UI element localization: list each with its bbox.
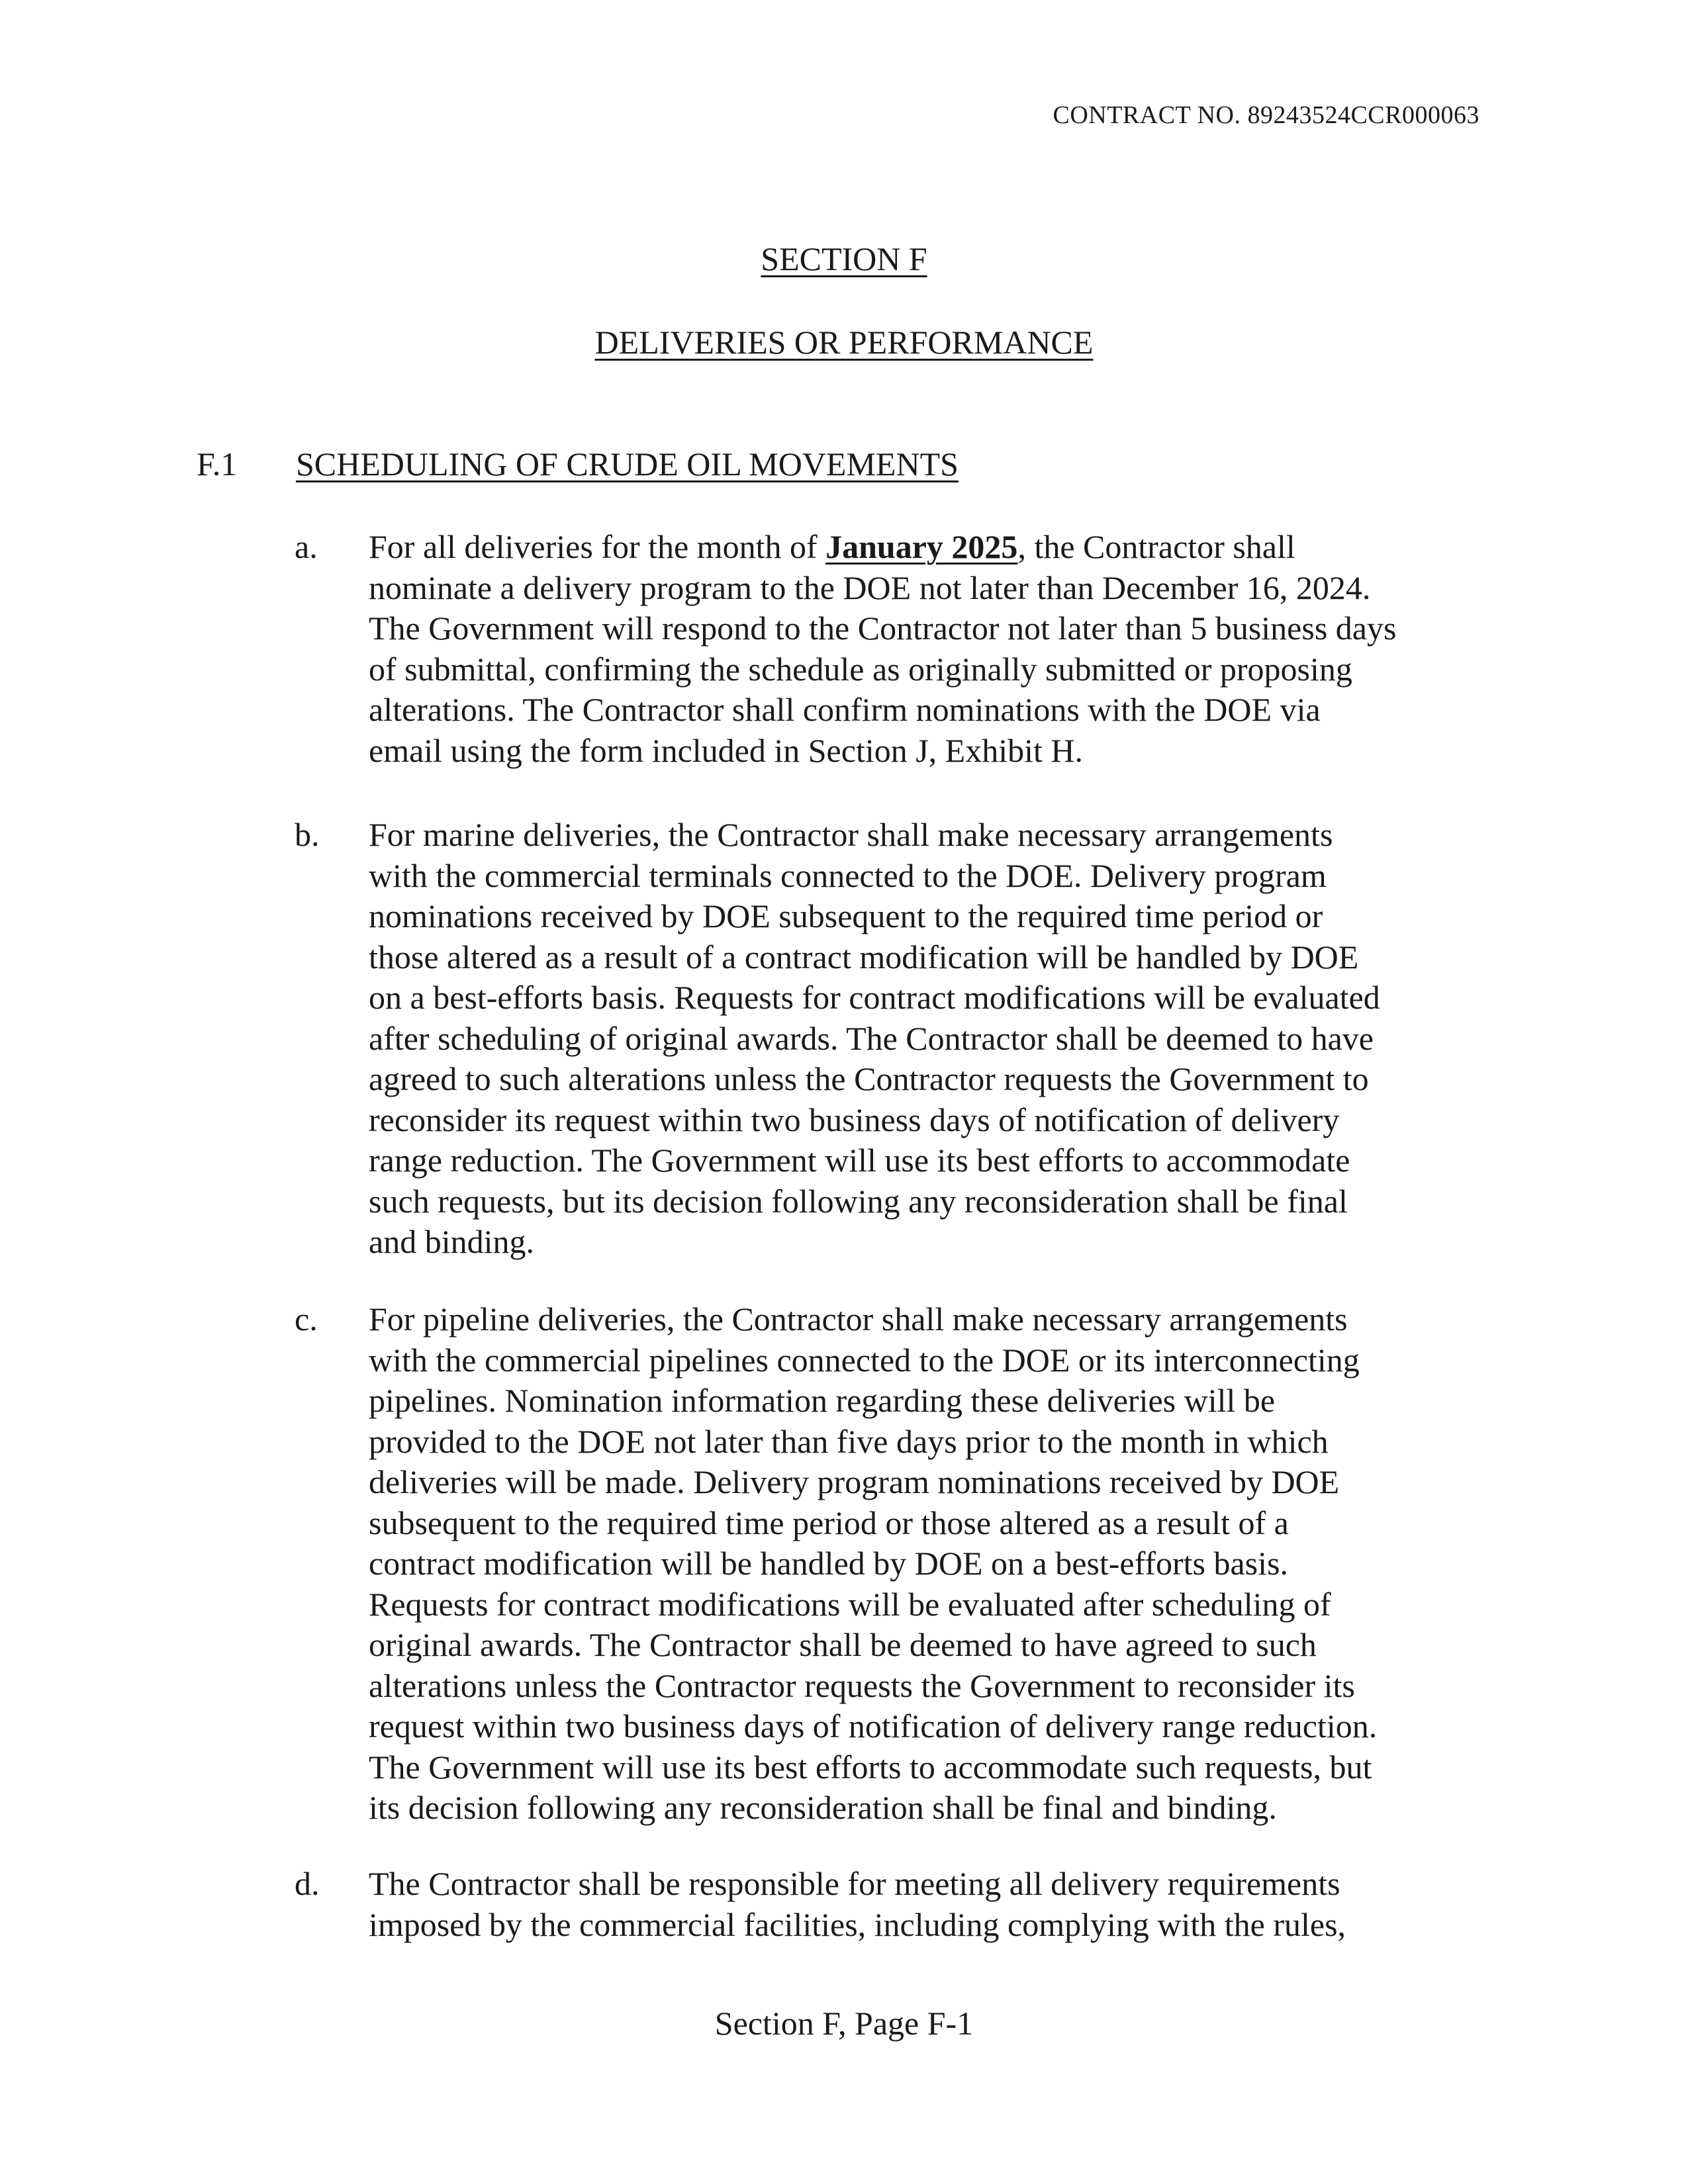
clause-title: SCHEDULING OF CRUDE OIL MOVEMENTS — [296, 445, 959, 482]
list-item-a — [295, 527, 1493, 771]
item-line-text: For all deliveries for the month of — [369, 528, 826, 565]
item-text — [369, 1299, 1493, 1829]
item-letter: c. — [295, 1300, 318, 1338]
item-line: of submittal, confirming the schedule as originally submitted or proposing — [369, 650, 1352, 688]
item-line: agreed to such alterations unless the Contractor requests the Government to — [369, 1060, 1369, 1097]
item-line: range reduction. The Government will use its best efforts to accommodate — [369, 1142, 1350, 1179]
item-line: The Contractor shall be responsible for meeting all delivery requirements — [369, 1865, 1340, 1902]
item-line: pipelines. Nomination information regarding these deliveries will be — [369, 1382, 1276, 1419]
item-line: provided to the DOE not later than five days prior to the month in which — [369, 1422, 1329, 1460]
item-text — [369, 527, 1493, 771]
item-line: imposed by the commercial facilities, including complying with the rules, — [369, 1905, 1346, 1943]
item-line: and binding. — [369, 1223, 534, 1260]
item-line: original awards. The Contractor shall be deemed to have agreed to such — [369, 1626, 1317, 1663]
item-letter: a. — [295, 528, 318, 565]
item-line: subsequent to the required time period or those altered as a result of a — [369, 1504, 1289, 1541]
item-text — [369, 815, 1493, 1263]
item-line: The Government will respond to the Contractor not later than 5 business days — [369, 610, 1397, 647]
contract-number: CONTRACT NO. 89243524CCR000063 — [1053, 101, 1479, 129]
item-text — [369, 1864, 1493, 1945]
item-line: with the commercial pipelines connected to the DOE or its interconnecting — [369, 1341, 1360, 1379]
item-line: its decision following any reconsideration shall be final and binding. — [369, 1789, 1277, 1826]
list-item-d — [295, 1864, 1493, 1945]
list-item-b — [295, 815, 1493, 1263]
clause-number: F.1 — [197, 445, 238, 482]
section-subtitle: DELIVERIES OR PERFORMANCE — [594, 324, 1094, 361]
item-line: on a best-efforts basis. Requests for contract modifications will be evaluated — [369, 979, 1380, 1016]
item-line: with the commercial terminals connected to the DOE. Delivery program — [369, 856, 1327, 894]
item-line: such requests, but its decision following any reconsideration shall be final — [369, 1182, 1348, 1220]
item-line: The Government will use its best efforts to accommodate such requests, but — [369, 1748, 1372, 1786]
item-line: Requests for contract modifications will be evaluated after scheduling of — [369, 1585, 1331, 1623]
clause-heading — [197, 445, 959, 483]
emphasized-month: January 2025 — [825, 528, 1018, 565]
item-line: For pipeline deliveries, the Contractor shall make necessary arrangements — [369, 1300, 1348, 1338]
item-line: For marine deliveries, the Contractor shall make necessary arrangements — [369, 816, 1333, 853]
section-title: SECTION F — [761, 240, 927, 277]
item-line: reconsider its request within two business days of notification of delivery — [369, 1101, 1340, 1138]
item-line — [369, 527, 1493, 568]
item-line: those altered as a result of a contract modification will be handled by DOE — [369, 938, 1359, 976]
item-line: deliveries will be made. Delivery program nominations received by DOE — [369, 1463, 1340, 1500]
item-line: request within two business days of notification of delivery range reduction. — [369, 1707, 1378, 1745]
item-letter: b. — [295, 816, 320, 853]
list-item-c — [295, 1299, 1493, 1829]
item-letter: d. — [295, 1865, 320, 1902]
item-line: nominate a delivery program to the DOE not later than December 16, 2024. — [369, 569, 1371, 606]
page-footer: Section F, Page F-1 — [714, 2005, 974, 2042]
item-line: after scheduling of original awards. The Contractor shall be deemed to have — [369, 1019, 1374, 1057]
item-line: contract modification will be handled by DOE on a best-efforts basis. — [369, 1545, 1288, 1582]
item-line: alterations. The Contractor shall confirm nominations with the DOE via — [369, 691, 1321, 728]
item-line-text: , the Contractor shall — [1017, 528, 1295, 565]
item-line: nominations received by DOE subsequent to the required time period or — [369, 897, 1323, 934]
item-line: alterations unless the Contractor requests the Government to reconsider its — [369, 1666, 1355, 1704]
item-line: email using the form included in Section J, Exhibit H. — [369, 731, 1084, 769]
